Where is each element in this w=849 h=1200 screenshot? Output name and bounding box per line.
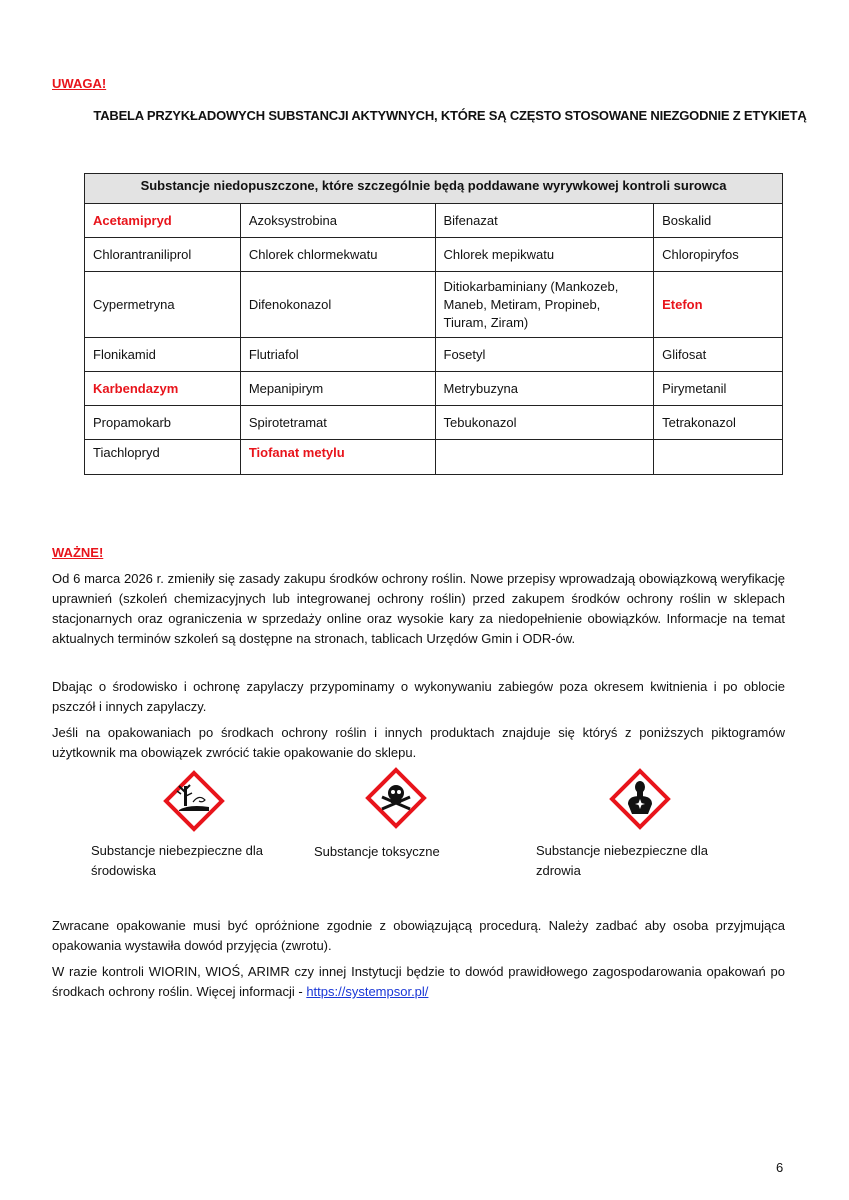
- table-cell: Karbendazym: [85, 372, 241, 406]
- table-row: [85, 204, 783, 238]
- pictogram-caption-environment: Substancje niebezpieczne dla środowiska: [91, 843, 264, 878]
- table-cell: Bifenazat: [435, 204, 654, 238]
- paragraph-return-procedure: Zwracane opakowanie musi być opróżnione zgodnie z obowiązującą procedurą. Należy zadbać aby osoba przyjmująca opakowania wystawiła dowód przyjęcia (zwrotu).: [52, 918, 785, 953]
- health-hazard-icon: [609, 768, 671, 830]
- table-title: TABELA PRZYKŁADOWYCH SUBSTANCJI AKTYWNYCH, KTÓRE SĄ CZĘSTO STOSOWANE NIEZGODNIE Z ETYKIETĄ: [93, 108, 807, 123]
- table-row: [85, 338, 783, 372]
- paragraph-pictograms: Jeśli na opakowaniach po środkach ochrony roślin i innych produktach znajduje się któryś z poniższych piktogramów użytkownik ma obowiązek zwrócić takie opakowanie do sklepu.: [52, 725, 785, 760]
- paragraph-regulations: Od 6 marca 2026 r. zmieniły się zasady zakupu środków ochrony roślin. Nowe przepisy wprowadzają obowiązkową weryfikację uprawnień (szkoleń chemizacyjnych lub integrowanej ochrony roślin) przed zakupem środków ochrony roślin w sklepach stacjonarnych oraz ograniczenia w sprzedaży online oraz wysokie kary za niedopełnienie obowiązków. Informacje na temat aktualnych terminów szkoleń są dostępne na stronach, tablicach Urzędów Gmin i ODR-ów.: [52, 571, 785, 646]
- table-cell: Boskalid: [654, 204, 783, 238]
- table-header-row: [85, 174, 783, 204]
- table-cell: Spirotetramat: [240, 406, 435, 440]
- page-number: 6: [776, 1160, 784, 1175]
- inspection-text: W razie kontroli WIORIN, WIOŚ, ARIMR czy innej Instytucji będzie to dowód prawidłowego zagospodarowania opakowań po środkach ochrony roślin. Więcej informacji -: [52, 964, 785, 999]
- table-cell: Chlorek mepikwatu: [435, 238, 654, 272]
- table-cell: Flutriafol: [240, 338, 435, 372]
- pictogram-caption-health: Substancje niebezpieczne dla zdrowia: [536, 843, 709, 878]
- table-cell: Tiofanat metylu: [240, 440, 435, 475]
- table-cell: Azoksystrobina: [240, 204, 435, 238]
- table-cell: [435, 440, 654, 475]
- table-cell: Pirymetanil: [654, 372, 783, 406]
- table-cell: Tetrakonazol: [654, 406, 783, 440]
- table-cell: Chloropiryfos: [654, 238, 783, 272]
- table-cell: Etefon: [654, 272, 783, 338]
- systempsor-link[interactable]: https://systempsor.pl/: [306, 984, 429, 999]
- table-row: [85, 238, 783, 272]
- substances-table: [84, 173, 783, 475]
- paragraph-pollinators: Dbając o środowisko i ochronę zapylaczy przypominamy o wykonywaniu zabiegów poza okresem kwitnienia i po oblocie pszczół i innych zapylaczy.: [52, 679, 785, 714]
- table-row: [85, 406, 783, 440]
- table-cell: Ditiokarbaminiany (Mankozeb, Maneb, Metiram, Propineb, Tiuram, Ziram): [435, 272, 654, 338]
- table-cell: Chlorek chlormekwatu: [240, 238, 435, 272]
- skull-crossbones-icon: [365, 767, 427, 829]
- paragraph-inspection: [52, 962, 785, 1002]
- table-cell: Mepanipirym: [240, 372, 435, 406]
- table-cell: Difenokonazol: [240, 272, 435, 338]
- table-cell: Chlorantraniliprol: [85, 238, 241, 272]
- table-row: [85, 272, 783, 338]
- table-row: [85, 440, 783, 475]
- warning-heading: UWAGA!: [52, 76, 107, 91]
- pictogram-caption-toxic: Substancje toksyczne: [314, 844, 440, 859]
- table-cell: Acetamipryd: [85, 204, 241, 238]
- table-cell: [654, 440, 783, 475]
- important-heading: WAŻNE!: [52, 545, 104, 560]
- environment-hazard-icon: [163, 770, 225, 832]
- table-cell: Cypermetryna: [85, 272, 241, 338]
- table-cell: Fosetyl: [435, 338, 654, 372]
- table-cell: Glifosat: [654, 338, 783, 372]
- table-cell: Flonikamid: [85, 338, 241, 372]
- table-header: Substancje niedopuszczone, które szczególnie będą poddawane wyrywkowej kontroli surowca: [85, 174, 783, 204]
- table-cell: Propamokarb: [85, 406, 241, 440]
- table-row: [85, 372, 783, 406]
- table-cell: Metrybuzyna: [435, 372, 654, 406]
- table-cell: Tebukonazol: [435, 406, 654, 440]
- table-cell: Tiachlopryd: [85, 440, 241, 475]
